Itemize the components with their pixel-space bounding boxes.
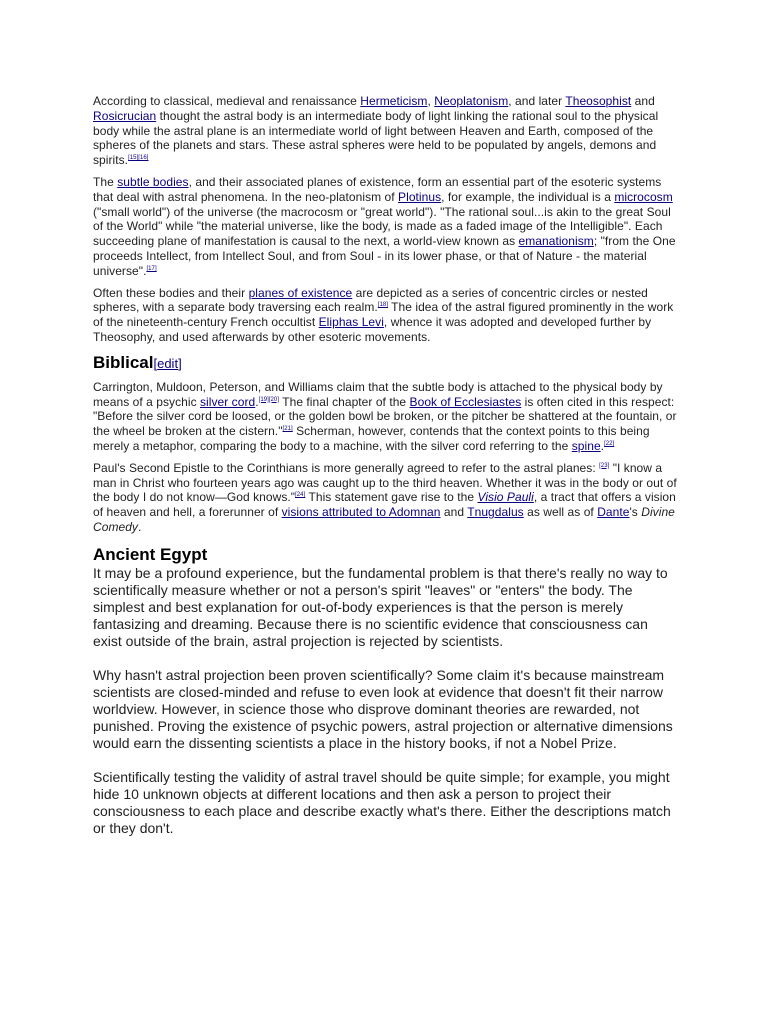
text: .	[137, 519, 142, 534]
citation-link-15-16[interactable]: [15][16]	[128, 155, 149, 162]
citation[interactable]	[283, 426, 293, 432]
bracket: [	[153, 355, 158, 371]
link-silver-cord[interactable]: silver cord	[200, 394, 256, 409]
citation[interactable]	[146, 266, 156, 272]
citation-link-23[interactable]: [23]	[599, 462, 610, 469]
link-planes-of-existence[interactable]: planes of existence	[248, 285, 353, 300]
text: are depicted as a series of concentric circles or nested spheres, with a separate body traversing each realm.	[93, 285, 648, 315]
text: as well as of	[523, 505, 598, 520]
citation-link-22[interactable]: [22]	[604, 440, 615, 447]
text: is often cited in this respect: "Before the silver cord be loosed, or the golden bowl be broken, or the pitcher be shattered at the fountain, or the wheel be broken at the cistern."	[93, 394, 677, 439]
paragraph-subtle-bodies	[93, 175, 678, 279]
link-plotinus[interactable]: Plotinus	[398, 189, 442, 204]
link-visio-pauli[interactable]: Visio Pauli	[477, 490, 534, 505]
paragraph-planes	[93, 286, 678, 345]
egypt-section	[93, 565, 678, 837]
text: , and later	[508, 94, 566, 108]
link-neoplatonism[interactable]: Neoplatonism	[434, 94, 509, 108]
link-subtle-bodies[interactable]: subtle bodies	[117, 174, 189, 189]
text: The idea of the astral figured prominently in the work of the nineteenth-century French occultist	[93, 300, 674, 330]
paragraph-egypt-1: It may be a profound experience, but the fundamental problem is that there's really no way to scientifically measure whether or not a person's spirit "leaves" or "enters" the body. The simplest and best explanation for out-of-body experiences is that the person is merely fantasizing and dreaming. Because there is no scientific evidence that consciousness can exist outside of the brain, astral projection is rejected by scientists.	[93, 564, 668, 649]
text: The final chapter of the	[279, 394, 410, 409]
document-page	[93, 94, 678, 854]
text: , a tract that offers a vision of heaven and hell, a forerunner of	[93, 490, 676, 520]
edit-section	[153, 356, 181, 371]
section-heading-biblical	[93, 353, 678, 374]
italic-title: Divine Comedy	[93, 505, 675, 534]
citation-link-19-20[interactable]: [19][20]	[258, 396, 280, 403]
citation[interactable]	[604, 441, 614, 447]
paragraph-silver-cord	[93, 380, 678, 454]
text: ; "from the One proceeds Intellect, from Intellect Soul, and from Soul - in its lower phase, or that of Nature - the material universe".	[93, 234, 676, 278]
text: , and their associated planes of existence, form an essential part of the esoteric systems that deal with astral phenomena. In the neo-platonism of	[93, 174, 662, 204]
citation-link-24[interactable]: [24]	[295, 492, 306, 499]
link-hermeticism[interactable]: Hermeticism	[360, 94, 428, 108]
link-rosicrucian[interactable]: Rosicrucian	[93, 108, 157, 123]
text: "I know a man in Christ who fourteen years ago was caught up to the third heaven. Whether it was in the body or out of the body I do not know—God knows."	[93, 460, 677, 505]
text: Carrington, Muldoon, Peterson, and Williams claim that the subtle body is attached to the physical body by means of a psychic	[93, 379, 663, 409]
citation[interactable]	[378, 302, 388, 308]
paragraph-egypt-2: Why hasn't astral projection been proven scientifically? Some claim it's because mainstream scientists are closed-minded and refuse to even look at evidence that doesn't fit their narrow worldview. However, in science those who disprove dominant theories are rewarded, not punished. Proving the existence of psychic powers, astral projection or alternative dimensions would earn the dissenting scientists a place in the history books, if not a Nobel Prize.	[93, 666, 673, 751]
paragraph-egypt-3: Scientifically testing the validity of astral travel should be quite simple; for example, you might hide 10 unknown objects at different locations and then ask a person to project their consciousness to each place and describe exactly what's there. Either the descriptions match or they don't.	[93, 768, 671, 836]
link-emanationism[interactable]: emanationism	[518, 234, 594, 249]
text: According to classical, medieval and renaissance	[93, 94, 361, 108]
bracket: ]	[178, 355, 182, 371]
text: and	[631, 94, 655, 108]
text: and	[440, 505, 468, 520]
citation[interactable]	[259, 397, 279, 403]
link-dante[interactable]: Dante	[597, 505, 630, 520]
text: .	[255, 394, 259, 409]
text: Often these bodies and their	[93, 285, 249, 300]
text: 's	[629, 505, 642, 520]
text: The	[93, 174, 118, 189]
text: , whence it was adopted and developed further by Theosophy, and used afterwards by other esoteric movements.	[93, 315, 652, 344]
text: , for example, the individual is a	[441, 189, 615, 204]
citation[interactable]	[599, 463, 609, 469]
citation[interactable]	[295, 492, 305, 498]
text: ,	[427, 94, 435, 108]
link-spine[interactable]: spine	[571, 438, 601, 453]
link-tnugdalus[interactable]: Tnugdalus	[467, 505, 524, 520]
text: thought the astral body is an intermediate body of light linking the rational soul to the physical body while the astral plane is an intermediate world of light between Heaven and Earth, composed of the spheres of the planets and stars. These astral spheres were held to be populated by angels, demons and spirits.	[93, 108, 659, 168]
edit-link[interactable]: edit	[157, 355, 179, 371]
citation-link-17[interactable]: [17]	[146, 265, 157, 272]
text: This statement gave rise to the	[305, 490, 478, 505]
text: Scherman, however, contends that the context points to this being merely a metaphor, comparing the body to a machine, with the silver cord referring to the	[93, 424, 650, 453]
text: .	[600, 438, 605, 453]
text: Paul's Second Epistle to the Corinthians is more generally agreed to refer to the astral planes:	[93, 460, 600, 475]
paragraph-hermeticism	[93, 94, 678, 168]
paragraph-corinthians	[93, 461, 678, 535]
link-microcosm[interactable]: microcosm	[614, 189, 673, 204]
citation-link-18[interactable]: [18]	[377, 302, 388, 309]
citation-link-21[interactable]: [21]	[282, 426, 293, 433]
citation[interactable]	[128, 155, 148, 161]
link-theosophist[interactable]: Theosophist	[565, 94, 632, 108]
text: ("small world") of the universe (the macrocosm or "great world"). "The rational soul...is akin to the great Soul of the World" while "the material universe, like the body, is made as a faded image of the Intelligible". Each succeeding plane of manifestation is causal to the next, a world-view known as	[93, 204, 671, 249]
link-book-of-ecclesiastes[interactable]: Book of Ecclesiastes	[409, 394, 522, 409]
heading-text: Biblical	[93, 352, 154, 372]
link-eliphas-levi[interactable]: Eliphas Levi	[318, 315, 384, 330]
section-heading-ancient-egypt: Ancient Egypt	[93, 544, 208, 564]
wiki-excerpt	[93, 94, 678, 535]
link-visions-attributed-to-adomnan[interactable]: visions attributed to Adomnan	[281, 505, 441, 520]
